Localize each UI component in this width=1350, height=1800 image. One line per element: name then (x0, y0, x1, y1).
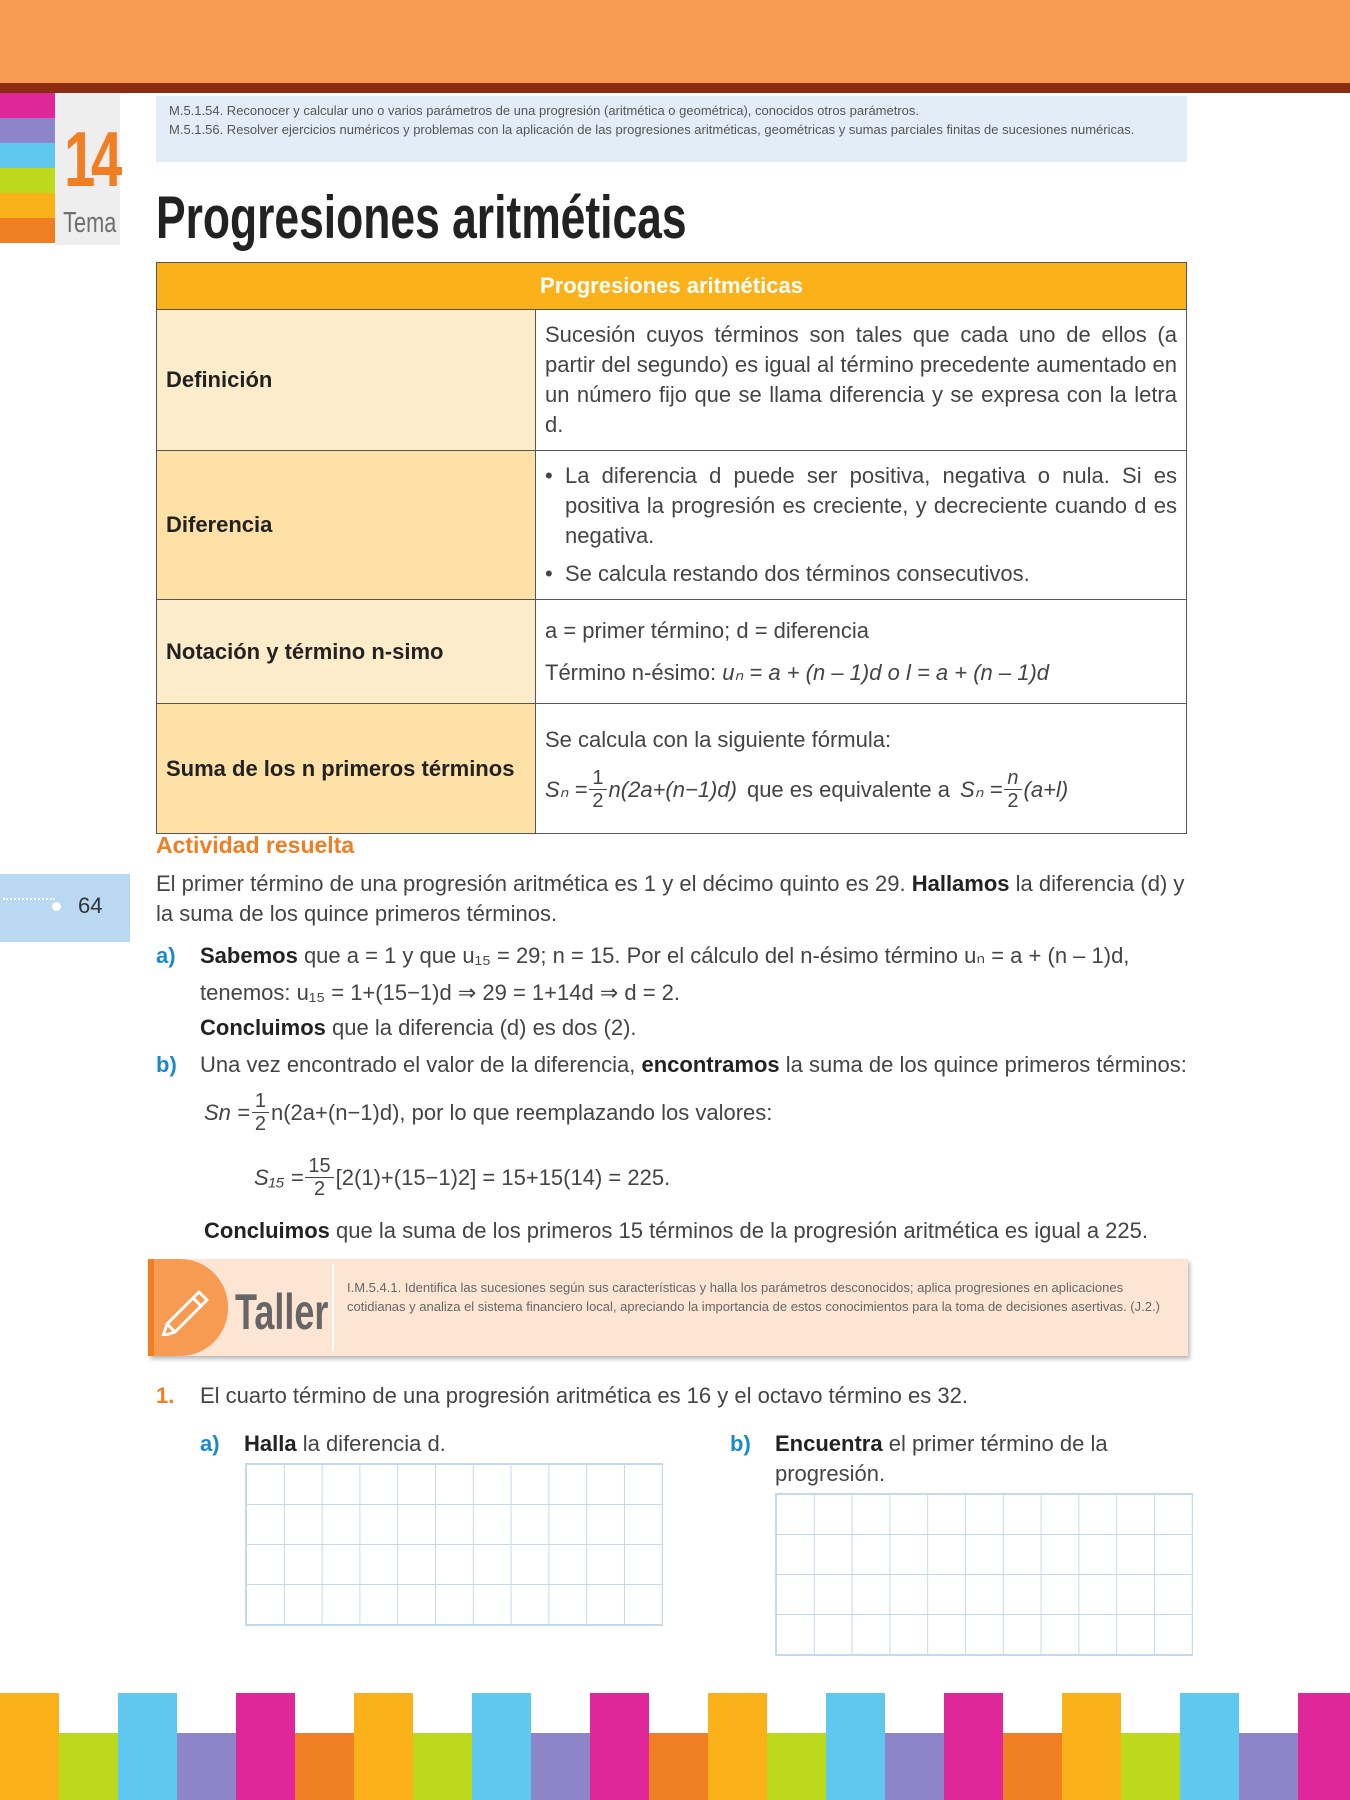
activity-b-text: Una vez encontrado el valor de la diferencia, (200, 1052, 642, 1077)
taller-icon-edge (148, 1259, 154, 1356)
nth-term-formula: uₙ = a + (n – 1)d o l = a + (n – 1)d (722, 659, 1050, 685)
equivalence-text: que es equivalente a (746, 776, 951, 802)
activity-intro (156, 869, 1191, 929)
bullet-text: La diferencia d puede ser positiva, negativa o nula. Si es positiva la progresión es creciente, y decreciente cuando d es negativa. (565, 463, 1177, 548)
bold-verb: Sabemos (200, 943, 298, 968)
stripe-column (236, 1693, 295, 1733)
row-label-suma: Suma de los n primeros términos (157, 704, 536, 834)
stripe-band (708, 1733, 767, 1800)
stripe-column (826, 1693, 885, 1733)
formula-rhs: (a+l) (1023, 776, 1069, 802)
stripe-band (1298, 1733, 1350, 1800)
fraction-num: n (1004, 767, 1021, 790)
stripe-band (59, 1733, 118, 1800)
color-strip (0, 93, 55, 118)
exercise-text: El cuarto término de una progresión aritmética es 16 y el octavo término es 32. (200, 1383, 968, 1408)
fraction (589, 767, 606, 812)
taller-separator (332, 1264, 334, 1351)
fraction (252, 1090, 269, 1135)
stripe-band (236, 1733, 295, 1800)
stripe-band (0, 1733, 59, 1800)
color-strip (0, 168, 55, 193)
fraction-num: 1 (252, 1090, 269, 1113)
page-title: Progresiones aritméticas (156, 184, 687, 251)
exercise-b-text (775, 1429, 1145, 1489)
activity-title: Actividad resuelta (156, 832, 355, 858)
stripe-band (1003, 1733, 1062, 1800)
notacion-prefix: Término n-ésimo: (545, 659, 723, 685)
stripe-band (826, 1733, 885, 1800)
stripe-column (354, 1693, 413, 1733)
stripe-column (767, 1693, 826, 1733)
bold-verb: Encuentra (775, 1431, 883, 1456)
suma-cell (536, 704, 1187, 834)
header-line (0, 83, 1350, 93)
stripe-column (885, 1693, 944, 1733)
skill-line: M.5.1.54. Reconocer y calcular uno o varios parámetros de una progresión (aritmética o geométrica), conocidos otros parámetros. (169, 103, 920, 118)
activity-b-text: la suma de los quince primeros términos: (779, 1052, 1187, 1077)
color-strip (0, 118, 55, 143)
notacion-cell (536, 600, 1187, 704)
summary-table (156, 262, 1187, 834)
exercise-a-desc: la diferencia d. (296, 1431, 446, 1456)
stripe-column (1121, 1693, 1180, 1733)
fraction-den: 2 (254, 1113, 266, 1135)
activity-a-line2: tenemos: u₁₅ = 1+(15−1)d ⇒ 29 = 1+14d ⇒ d = 2. (200, 980, 681, 1005)
bullet-text: Se calcula restando dos términos consecutivos. (565, 561, 1030, 586)
tema-number: 14 (64, 115, 118, 203)
stripe-column (59, 1693, 118, 1733)
stripe-band (354, 1733, 413, 1800)
stripe-column (0, 1693, 59, 1733)
activity-a-text: que la diferencia (d) es dos (2). (325, 1015, 637, 1040)
skills-box (156, 96, 1187, 162)
stripe-band (472, 1733, 531, 1800)
fraction (1004, 767, 1021, 812)
row-label-definicion: Definición (157, 310, 536, 451)
stripe-column (1180, 1693, 1239, 1733)
stripe-band (295, 1733, 354, 1800)
item-label-a: a) (156, 943, 176, 968)
stripe-column (1062, 1693, 1121, 1733)
stripe-column (1298, 1693, 1350, 1733)
fraction-den: 2 (313, 1178, 326, 1200)
stripe-band (531, 1733, 590, 1800)
stripe-band (649, 1733, 708, 1800)
stripe-band (1121, 1733, 1180, 1800)
taller-text: I.M.5.4.1. Identifica las sucesiones según sus características y halla los parámetros desconocidos; aplica progresiones en aplicaciones cotidianas y analiza el sistema financiero local, apreciando la importancia de estos conocimientos para la toma de decisiones asertivas. (J.2.) (347, 1280, 1160, 1314)
page-tab (0, 874, 130, 942)
stripe-column (1239, 1693, 1298, 1733)
stripe-band (1180, 1733, 1239, 1800)
tema-label: Tema (63, 207, 117, 239)
formula-rhs: n(2a+(n−1)d) (608, 776, 737, 802)
skill-line: M.5.1.56. Resolver ejercicios numéricos y problemas con la aplicación de las progresiones aritméticas, geométricas y sumas parciales finitas de sucesiones numéricas. (169, 122, 1135, 137)
page-tab-dots (3, 898, 55, 900)
stripe-column (413, 1693, 472, 1733)
activity-a-text: que a = 1 y que u₁₅ = 29; n = 15. Por el cálculo del n-ésimo término uₙ = a + (n – 1)d, (297, 943, 1130, 968)
stripe-band (590, 1733, 649, 1800)
stripe-column (531, 1693, 590, 1733)
page-number: 64 (78, 893, 103, 918)
pencil-icon (155, 1282, 217, 1336)
stripe-column (708, 1693, 767, 1733)
bold-verb: Halla (244, 1431, 297, 1456)
stripe-band (1239, 1733, 1298, 1800)
exercise-label-b: b) (730, 1431, 751, 1456)
activity-b-text: que la suma de los primeros 15 términos de la progresión aritmética es igual a 225. (329, 1218, 1148, 1243)
table-header: Progresiones aritméticas (157, 263, 1187, 310)
row-label-notacion: Notación y término n-simo (157, 600, 536, 704)
stripe-column (649, 1693, 708, 1733)
intro-text: El primer término de una progresión aritmética es 1 y el décimo quinto es 29. (156, 871, 912, 896)
notacion-line2 (545, 658, 1177, 688)
stripe-column (944, 1693, 1003, 1733)
stripe-column (177, 1693, 236, 1733)
suma-line1: Se calcula con la siguiente fórmula: (545, 727, 892, 752)
bullet-item: • Se calcula restando dos términos consecutivos. (545, 559, 1177, 589)
formula-lhs: Sₙ = (545, 776, 588, 802)
definicion-text: Sucesión cuyos términos son tales que cada uno de ellos (a partir del segundo) es igual al término precedente aumentado en un número fijo que se llama diferencia y se expresa con la letra d. (536, 310, 1187, 451)
exercise-a-text (244, 1429, 446, 1459)
stripe-band (413, 1733, 472, 1800)
exercise-number: 1. (156, 1383, 175, 1408)
header-bar (0, 0, 1350, 83)
diferencia-cell (536, 451, 1187, 600)
formula-rhs: [2(1)+(15−1)2] = 15+15(14) = 225. (335, 1164, 671, 1190)
formula-lhs: Sₙ = (960, 776, 1003, 802)
stripe-column (1003, 1693, 1062, 1733)
formula-lhs: S₁₅ = (254, 1164, 304, 1190)
stripe-band (944, 1733, 1003, 1800)
activity-a-line3 (200, 1013, 637, 1043)
bold-verb: Concluimos (204, 1218, 330, 1243)
suma-formulas (545, 767, 1177, 812)
intro-text: la diferencia (d) y la suma de los quince primeros términos. (156, 871, 1185, 926)
fraction-den: 2 (592, 790, 604, 812)
answer-grid-b[interactable] (775, 1493, 1193, 1656)
activity-b-line1 (200, 1050, 1190, 1080)
exercise-label-a: a) (200, 1431, 220, 1456)
fraction (305, 1155, 333, 1200)
page-tab-dot (52, 902, 61, 911)
answer-grid-a[interactable] (245, 1463, 663, 1626)
formula-rhs: n(2a+(n−1)d), por lo que reemplazando los valores: (271, 1099, 773, 1125)
item-label-b: b) (156, 1052, 177, 1077)
stripe-column (118, 1693, 177, 1733)
fraction-num: 15 (305, 1155, 333, 1178)
sum-formula-values (254, 1155, 670, 1200)
stripe-column (590, 1693, 649, 1733)
bold-verb: Concluimos (200, 1015, 326, 1040)
intro-bold: Hallamos (911, 871, 1010, 896)
bold-verb: encontramos (641, 1052, 780, 1077)
activity-b-conclusion (204, 1216, 1194, 1246)
fraction-num: 1 (589, 767, 606, 790)
fraction-den: 2 (1007, 790, 1019, 812)
stripe-band (177, 1733, 236, 1800)
color-strip (0, 193, 55, 218)
notacion-line1: a = primer término; d = diferencia (545, 617, 870, 643)
stripe-band (118, 1733, 177, 1800)
sum-formula-general (204, 1090, 772, 1135)
stripe-band (885, 1733, 944, 1800)
taller-title: Taller (235, 1284, 329, 1340)
color-strip (0, 143, 55, 168)
stripe-band (1062, 1733, 1121, 1800)
stripe-column (472, 1693, 531, 1733)
exercise-b-desc: el primer término de la progresión. (775, 1431, 1108, 1486)
row-label-diferencia: Diferencia (157, 451, 536, 600)
color-strip (0, 218, 55, 243)
bullet-item: • La diferencia d puede ser positiva, negativa o nula. Si es positiva la progresión es creciente, y decreciente cuando d es negativa. (545, 461, 1177, 551)
formula-lhs: Sn = (204, 1099, 250, 1125)
stripe-column (295, 1693, 354, 1733)
stripe-band (767, 1733, 826, 1800)
activity-a-line1 (200, 941, 1190, 971)
